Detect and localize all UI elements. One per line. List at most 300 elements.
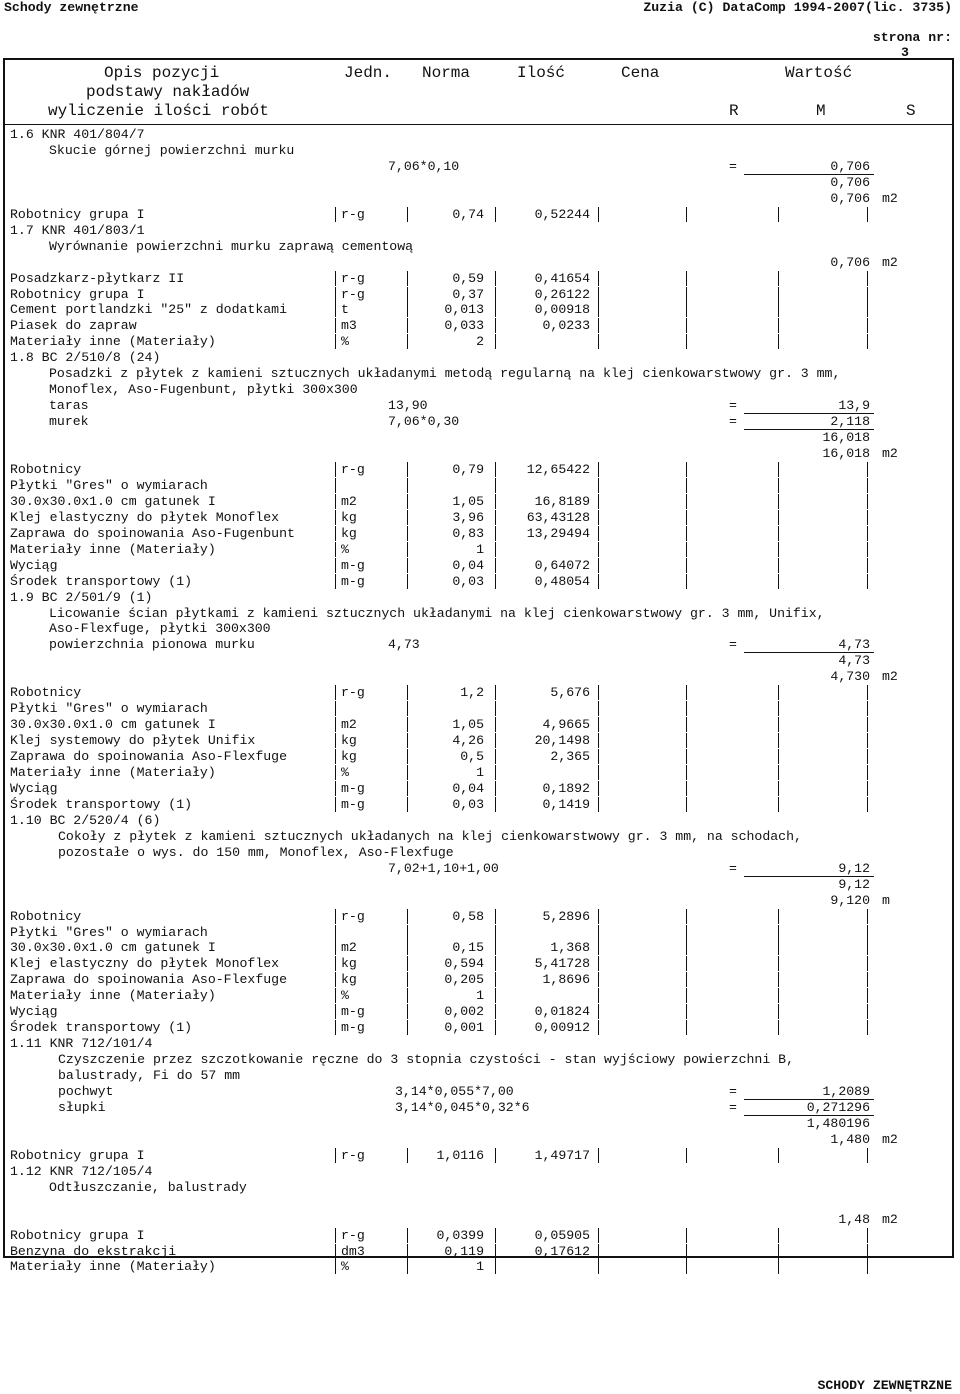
- cell-divider: [495, 909, 496, 924]
- col-r: R: [729, 102, 739, 120]
- cell-divider: [495, 749, 496, 764]
- cell-divider: [867, 1148, 868, 1163]
- resource-name: 30.0x30.0x1.0 cm gatunek I: [10, 717, 216, 732]
- col-jedn: Jedn.: [344, 64, 393, 82]
- cell-divider: [495, 494, 496, 509]
- cell-divider: [407, 1228, 408, 1243]
- col-m: M: [816, 102, 826, 120]
- resource-unit: kg: [341, 733, 357, 748]
- cell-divider: [598, 717, 599, 732]
- col-wyliczenie: wyliczenie ilości robót: [48, 102, 269, 120]
- resource-unit: kg: [341, 526, 357, 541]
- cell-divider: [335, 1244, 336, 1259]
- cell-divider: [335, 1148, 336, 1163]
- cell-divider: [495, 925, 496, 940]
- col-opis: Opis pozycji: [104, 64, 220, 82]
- total-unit: m2: [882, 446, 898, 461]
- cell-divider: [686, 542, 687, 557]
- cell-divider: [867, 988, 868, 1003]
- resource-name: Robotnicy: [10, 685, 82, 700]
- cell-divider: [686, 909, 687, 924]
- calc-equals: =: [729, 414, 737, 429]
- cell-divider: [686, 318, 687, 333]
- cell-divider: [598, 1004, 599, 1019]
- cell-divider: [407, 207, 408, 222]
- cell-divider: [867, 542, 868, 557]
- calc-label: pochwyt: [58, 1084, 114, 1099]
- calc-sum: 9,12: [838, 877, 870, 892]
- total-value: 4,730: [830, 669, 870, 684]
- resource-ilosc: 5,676: [550, 685, 590, 700]
- resource-unit: kg: [341, 972, 357, 987]
- cell-divider: [867, 494, 868, 509]
- resource-norma: 0,74: [452, 207, 484, 222]
- cell-divider: [778, 988, 779, 1003]
- cell-divider: [335, 558, 336, 573]
- resource-name: Zaprawa do spoinowania Aso-Flexfuge: [10, 749, 287, 764]
- resource-name: Materiały inne (Materiały): [10, 765, 216, 780]
- cell-divider: [867, 717, 868, 732]
- resource-unit: m3: [341, 318, 357, 333]
- cell-divider: [867, 287, 868, 302]
- cell-divider: [495, 318, 496, 333]
- cell-divider: [495, 797, 496, 812]
- cell-divider: [867, 558, 868, 573]
- cell-divider: [686, 1228, 687, 1243]
- total-unit: m2: [882, 255, 898, 270]
- cell-divider: [686, 717, 687, 732]
- cell-divider: [335, 909, 336, 924]
- calc-equals: =: [729, 861, 737, 876]
- cell-divider: [867, 956, 868, 971]
- cell-divider: [686, 765, 687, 780]
- cell-divider: [495, 1004, 496, 1019]
- cell-divider: [598, 685, 599, 700]
- resource-unit: kg: [341, 510, 357, 525]
- resource-norma: 0,205: [444, 972, 484, 987]
- cell-divider: [335, 940, 336, 955]
- cell-divider: [495, 302, 496, 317]
- cell-divider: [335, 462, 336, 477]
- calc-label: murek: [49, 414, 89, 429]
- resource-unit: r-g: [341, 271, 365, 286]
- resource-norma: 1: [476, 1259, 484, 1274]
- cell-divider: [778, 574, 779, 589]
- cell-divider: [598, 733, 599, 748]
- resource-norma: 0,03: [452, 574, 484, 589]
- resource-norma: 0,83: [452, 526, 484, 541]
- cell-divider: [686, 1259, 687, 1274]
- cell-divider: [867, 526, 868, 541]
- resource-unit: r-g: [341, 685, 365, 700]
- resource-name: Benzyna do ekstrakcji: [10, 1244, 177, 1259]
- cell-divider: [867, 1020, 868, 1035]
- resource-ilosc: 0,00918: [534, 302, 590, 317]
- calc-formula: 3,14*0,045*0,32*6: [395, 1100, 530, 1115]
- cell-divider: [495, 765, 496, 780]
- cell-divider: [686, 462, 687, 477]
- cell-divider: [867, 701, 868, 716]
- cell-divider: [407, 940, 408, 955]
- resource-unit: %: [341, 334, 349, 349]
- cell-divider: [867, 1259, 868, 1274]
- cell-divider: [778, 940, 779, 955]
- cell-divider: [598, 909, 599, 924]
- resource-norma: 0,79: [452, 462, 484, 477]
- cell-divider: [867, 1228, 868, 1243]
- cell-divider: [598, 1244, 599, 1259]
- resource-ilosc: 0,00912: [534, 1020, 590, 1035]
- position-number: 1.11 KNR 712/101/4: [10, 1036, 153, 1051]
- resource-name: Materiały inne (Materiały): [10, 542, 216, 557]
- cell-divider: [686, 940, 687, 955]
- cell-divider: [778, 1020, 779, 1035]
- cell-divider: [867, 781, 868, 796]
- resource-ilosc: 63,43128: [526, 510, 590, 525]
- total-unit: m2: [882, 669, 898, 684]
- position-description: Monoflex, Aso-Fugenbunt, płytki 300x300: [49, 382, 358, 397]
- cell-divider: [778, 271, 779, 286]
- cell-divider: [407, 1020, 408, 1035]
- position-description: Skucie górnej powierzchni murku: [49, 143, 295, 158]
- cell-divider: [335, 478, 336, 493]
- resource-norma: 1: [476, 765, 484, 780]
- position-number: 1.10 BC 2/520/4 (6): [10, 813, 161, 828]
- cell-divider: [686, 1148, 687, 1163]
- cell-divider: [335, 1020, 336, 1035]
- resource-unit: dm3: [341, 1244, 365, 1259]
- cell-divider: [407, 574, 408, 589]
- cell-divider: [335, 494, 336, 509]
- cell-divider: [495, 271, 496, 286]
- cell-divider: [778, 701, 779, 716]
- cell-divider: [335, 956, 336, 971]
- page-header-pagenum: [857, 15, 952, 60]
- cell-divider: [407, 765, 408, 780]
- cell-divider: [778, 956, 779, 971]
- calc-result: 2,118: [830, 414, 870, 429]
- cell-divider: [598, 542, 599, 557]
- cell-divider: [778, 749, 779, 764]
- calc-sum: 16,018: [822, 430, 870, 445]
- resource-unit: kg: [341, 749, 357, 764]
- cell-divider: [778, 1148, 779, 1163]
- resource-norma: 1: [476, 988, 484, 1003]
- calc-formula: 7,06*0,10: [388, 159, 460, 174]
- resource-ilosc: 16,8189: [534, 494, 590, 509]
- resource-name: Płytki "Gres" o wymiarach: [10, 701, 208, 716]
- cell-divider: [407, 494, 408, 509]
- cell-divider: [495, 287, 496, 302]
- cell-divider: [778, 685, 779, 700]
- cell-divider: [598, 302, 599, 317]
- page-footer: SCHODY ZEWNĘTRZNE: [817, 1378, 952, 1393]
- cell-divider: [335, 334, 336, 349]
- calc-equals: =: [729, 159, 737, 174]
- cell-divider: [686, 925, 687, 940]
- cell-divider: [598, 494, 599, 509]
- cell-divider: [867, 909, 868, 924]
- cell-divider: [495, 972, 496, 987]
- calc-equals: =: [729, 1100, 737, 1115]
- cell-divider: [778, 1259, 779, 1274]
- cell-divider: [686, 749, 687, 764]
- cell-divider: [598, 1020, 599, 1035]
- calc-label: taras: [49, 398, 89, 413]
- cell-divider: [495, 510, 496, 525]
- cell-divider: [598, 781, 599, 796]
- cell-divider: [686, 701, 687, 716]
- cell-divider: [598, 1259, 599, 1274]
- position-description: Licowanie ścian płytkami z kamieni sztucznych układanymi na klej cienkowarstwowy gr. 3 mm, Unifix,: [49, 606, 825, 621]
- resource-unit: m-g: [341, 1020, 365, 1035]
- resource-name: Robotnicy grupa I: [10, 207, 145, 222]
- cell-divider: [686, 334, 687, 349]
- cell-divider: [686, 510, 687, 525]
- calc-equals: =: [729, 398, 737, 413]
- cell-divider: [778, 558, 779, 573]
- calc-result: 13,9: [838, 398, 870, 413]
- cell-divider: [778, 302, 779, 317]
- cell-divider: [867, 925, 868, 940]
- resource-name: Piasek do zapraw: [10, 318, 137, 333]
- cell-divider: [495, 462, 496, 477]
- cell-divider: [407, 287, 408, 302]
- position-number: 1.9 BC 2/501/9 (1): [10, 590, 153, 605]
- header-divider: [5, 124, 952, 125]
- resource-norma: 0,002: [444, 1004, 484, 1019]
- calc-equals: =: [729, 637, 737, 652]
- cell-divider: [407, 558, 408, 573]
- calc-formula: 13,90: [388, 398, 428, 413]
- resource-unit: %: [341, 542, 349, 557]
- calc-formula: 3,14*0,055*7,00: [395, 1084, 514, 1099]
- cell-divider: [598, 334, 599, 349]
- cell-divider: [598, 478, 599, 493]
- cell-divider: [407, 1244, 408, 1259]
- resource-name: Robotnicy grupa I: [10, 287, 145, 302]
- resource-norma: 0,03: [452, 797, 484, 812]
- resource-name: Zaprawa do spoinowania Aso-Flexfuge: [10, 972, 287, 987]
- col-wartosc: Wartość: [785, 64, 853, 82]
- cell-divider: [335, 972, 336, 987]
- resource-unit: m-g: [341, 781, 365, 796]
- cell-divider: [407, 302, 408, 317]
- position-description: Cokoły z płytek z kamieni sztucznych układanych na klej cienkowarstwowy gr. 3 mm, na schodach,: [58, 829, 802, 844]
- resource-norma: 0,594: [444, 956, 484, 971]
- cell-divider: [495, 940, 496, 955]
- cell-divider: [598, 797, 599, 812]
- position-description: pozostałe o wys. do 150 mm, Monoflex, Aso-Flexfuge: [58, 845, 454, 860]
- cell-divider: [335, 685, 336, 700]
- cell-divider: [495, 334, 496, 349]
- position-description: Aso-Flexfuge, płytki 300x300: [49, 621, 271, 636]
- cell-divider: [495, 1228, 496, 1243]
- total-value: 0,706: [830, 191, 870, 206]
- cell-divider: [778, 334, 779, 349]
- cell-divider: [495, 1259, 496, 1274]
- cell-divider: [686, 1244, 687, 1259]
- resource-ilosc: 12,65422: [526, 462, 590, 477]
- cell-divider: [495, 717, 496, 732]
- cell-divider: [335, 988, 336, 1003]
- cell-divider: [335, 526, 336, 541]
- resource-ilosc: 4,9665: [542, 717, 590, 732]
- cell-divider: [495, 1020, 496, 1035]
- cell-divider: [407, 781, 408, 796]
- cell-divider: [495, 526, 496, 541]
- resource-norma: 0,013: [444, 302, 484, 317]
- resource-ilosc: 2,365: [550, 749, 590, 764]
- cell-divider: [495, 1148, 496, 1163]
- cell-divider: [407, 909, 408, 924]
- page-number: 3: [900, 45, 909, 60]
- resource-name: Płytki "Gres" o wymiarach: [10, 925, 208, 940]
- resource-name: Środek transportowy (1): [10, 574, 193, 589]
- cell-divider: [867, 1004, 868, 1019]
- resource-norma: 0,58: [452, 909, 484, 924]
- cell-divider: [867, 462, 868, 477]
- page-label: strona nr:: [872, 30, 952, 45]
- cell-divider: [598, 925, 599, 940]
- cell-divider: [867, 733, 868, 748]
- cell-divider: [407, 797, 408, 812]
- cell-divider: [407, 1004, 408, 1019]
- resource-norma: 1: [476, 542, 484, 557]
- cell-divider: [598, 510, 599, 525]
- cell-divider: [335, 733, 336, 748]
- resource-unit: m-g: [341, 797, 365, 812]
- cell-divider: [495, 558, 496, 573]
- resource-ilosc: 0,1419: [542, 797, 590, 812]
- cell-divider: [778, 765, 779, 780]
- total-unit: m: [882, 893, 890, 908]
- cell-divider: [335, 1228, 336, 1243]
- cell-divider: [598, 1148, 599, 1163]
- cell-divider: [778, 1228, 779, 1243]
- cell-divider: [867, 797, 868, 812]
- resource-name: Robotnicy grupa I: [10, 1148, 145, 1163]
- calc-result: 1,2089: [822, 1084, 870, 1099]
- resource-norma: 1,2: [460, 685, 484, 700]
- cell-divider: [495, 733, 496, 748]
- col-cena: Cena: [621, 64, 660, 82]
- resource-ilosc: 0,05905: [534, 1228, 590, 1243]
- cell-divider: [778, 1004, 779, 1019]
- resource-name: Materiały inne (Materiały): [10, 334, 216, 349]
- resource-unit: r-g: [341, 287, 365, 302]
- resource-unit: r-g: [341, 909, 365, 924]
- total-value: 0,706: [830, 255, 870, 270]
- cell-divider: [407, 542, 408, 557]
- calc-equals: =: [729, 1084, 737, 1099]
- cell-divider: [686, 287, 687, 302]
- resource-norma: 1,05: [452, 494, 484, 509]
- cell-divider: [407, 478, 408, 493]
- cell-divider: [867, 302, 868, 317]
- cell-divider: [407, 1148, 408, 1163]
- cell-divider: [335, 797, 336, 812]
- cell-divider: [335, 717, 336, 732]
- resource-ilosc: 1,368: [550, 940, 590, 955]
- cell-divider: [495, 207, 496, 222]
- resource-norma: 2: [476, 334, 484, 349]
- cell-divider: [598, 271, 599, 286]
- resource-ilosc: 0,1892: [542, 781, 590, 796]
- resource-norma: 0,033: [444, 318, 484, 333]
- page-header-title: Schody zewnętrzne: [4, 0, 139, 15]
- cell-divider: [778, 1244, 779, 1259]
- resource-name: Wyciąg: [10, 1004, 58, 1019]
- resource-name: 30.0x30.0x1.0 cm gatunek I: [10, 494, 216, 509]
- cell-divider: [686, 797, 687, 812]
- cell-divider: [335, 749, 336, 764]
- position-description: Czyszczenie przez szczotkowanie ręczne do 3 stopnia czystości - stan wyjściowy powierzchni B,: [58, 1052, 794, 1067]
- cell-divider: [686, 207, 687, 222]
- cell-divider: [335, 271, 336, 286]
- resource-norma: 0,0399: [436, 1228, 484, 1243]
- resource-ilosc: 5,41728: [534, 956, 590, 971]
- resource-unit: %: [341, 988, 349, 1003]
- calc-result: 4,73: [838, 637, 870, 652]
- total-value: 16,018: [822, 446, 870, 461]
- resource-unit: r-g: [341, 462, 365, 477]
- cell-divider: [686, 526, 687, 541]
- cell-divider: [867, 207, 868, 222]
- cell-divider: [686, 1020, 687, 1035]
- resource-ilosc: 20,1498: [534, 733, 590, 748]
- resource-norma: 0,5: [460, 749, 484, 764]
- cell-divider: [598, 701, 599, 716]
- cell-divider: [686, 988, 687, 1003]
- cell-divider: [335, 302, 336, 317]
- cell-divider: [495, 574, 496, 589]
- calc-sum: 1,480196: [806, 1116, 870, 1131]
- calc-formula: 4,73: [388, 637, 420, 652]
- cell-divider: [598, 765, 599, 780]
- resource-norma: 0,04: [452, 558, 484, 573]
- resource-name: Cement portlandzki "25" z dodatkami: [10, 302, 287, 317]
- cell-divider: [778, 925, 779, 940]
- col-ilosc: Ilość: [517, 64, 566, 82]
- resource-unit: r-g: [341, 1148, 365, 1163]
- cell-divider: [495, 685, 496, 700]
- cell-divider: [495, 701, 496, 716]
- resource-norma: 0,001: [444, 1020, 484, 1035]
- total-value: 9,120: [830, 893, 870, 908]
- cell-divider: [686, 494, 687, 509]
- resource-norma: 0,119: [444, 1244, 484, 1259]
- cell-divider: [407, 701, 408, 716]
- cell-divider: [335, 510, 336, 525]
- cell-divider: [495, 478, 496, 493]
- total-unit: m2: [882, 1212, 898, 1227]
- total-value: 1,48: [838, 1212, 870, 1227]
- resource-unit: kg: [341, 956, 357, 971]
- col-s: S: [906, 102, 916, 120]
- cell-divider: [335, 574, 336, 589]
- position-description: Posadzki z płytek z kamieni sztucznych układanymi metodą regularną na klej cienkowarstwowy gr. 3 mm,: [49, 366, 841, 381]
- resource-name: Posadzkarz-płytkarz II: [10, 271, 185, 286]
- resource-name: Materiały inne (Materiały): [10, 988, 216, 1003]
- cell-divider: [598, 558, 599, 573]
- total-unit: m2: [882, 1132, 898, 1147]
- resource-ilosc: 13,29494: [526, 526, 590, 541]
- resource-unit: r-g: [341, 1228, 365, 1243]
- cell-divider: [686, 271, 687, 286]
- cell-divider: [778, 494, 779, 509]
- cell-divider: [778, 733, 779, 748]
